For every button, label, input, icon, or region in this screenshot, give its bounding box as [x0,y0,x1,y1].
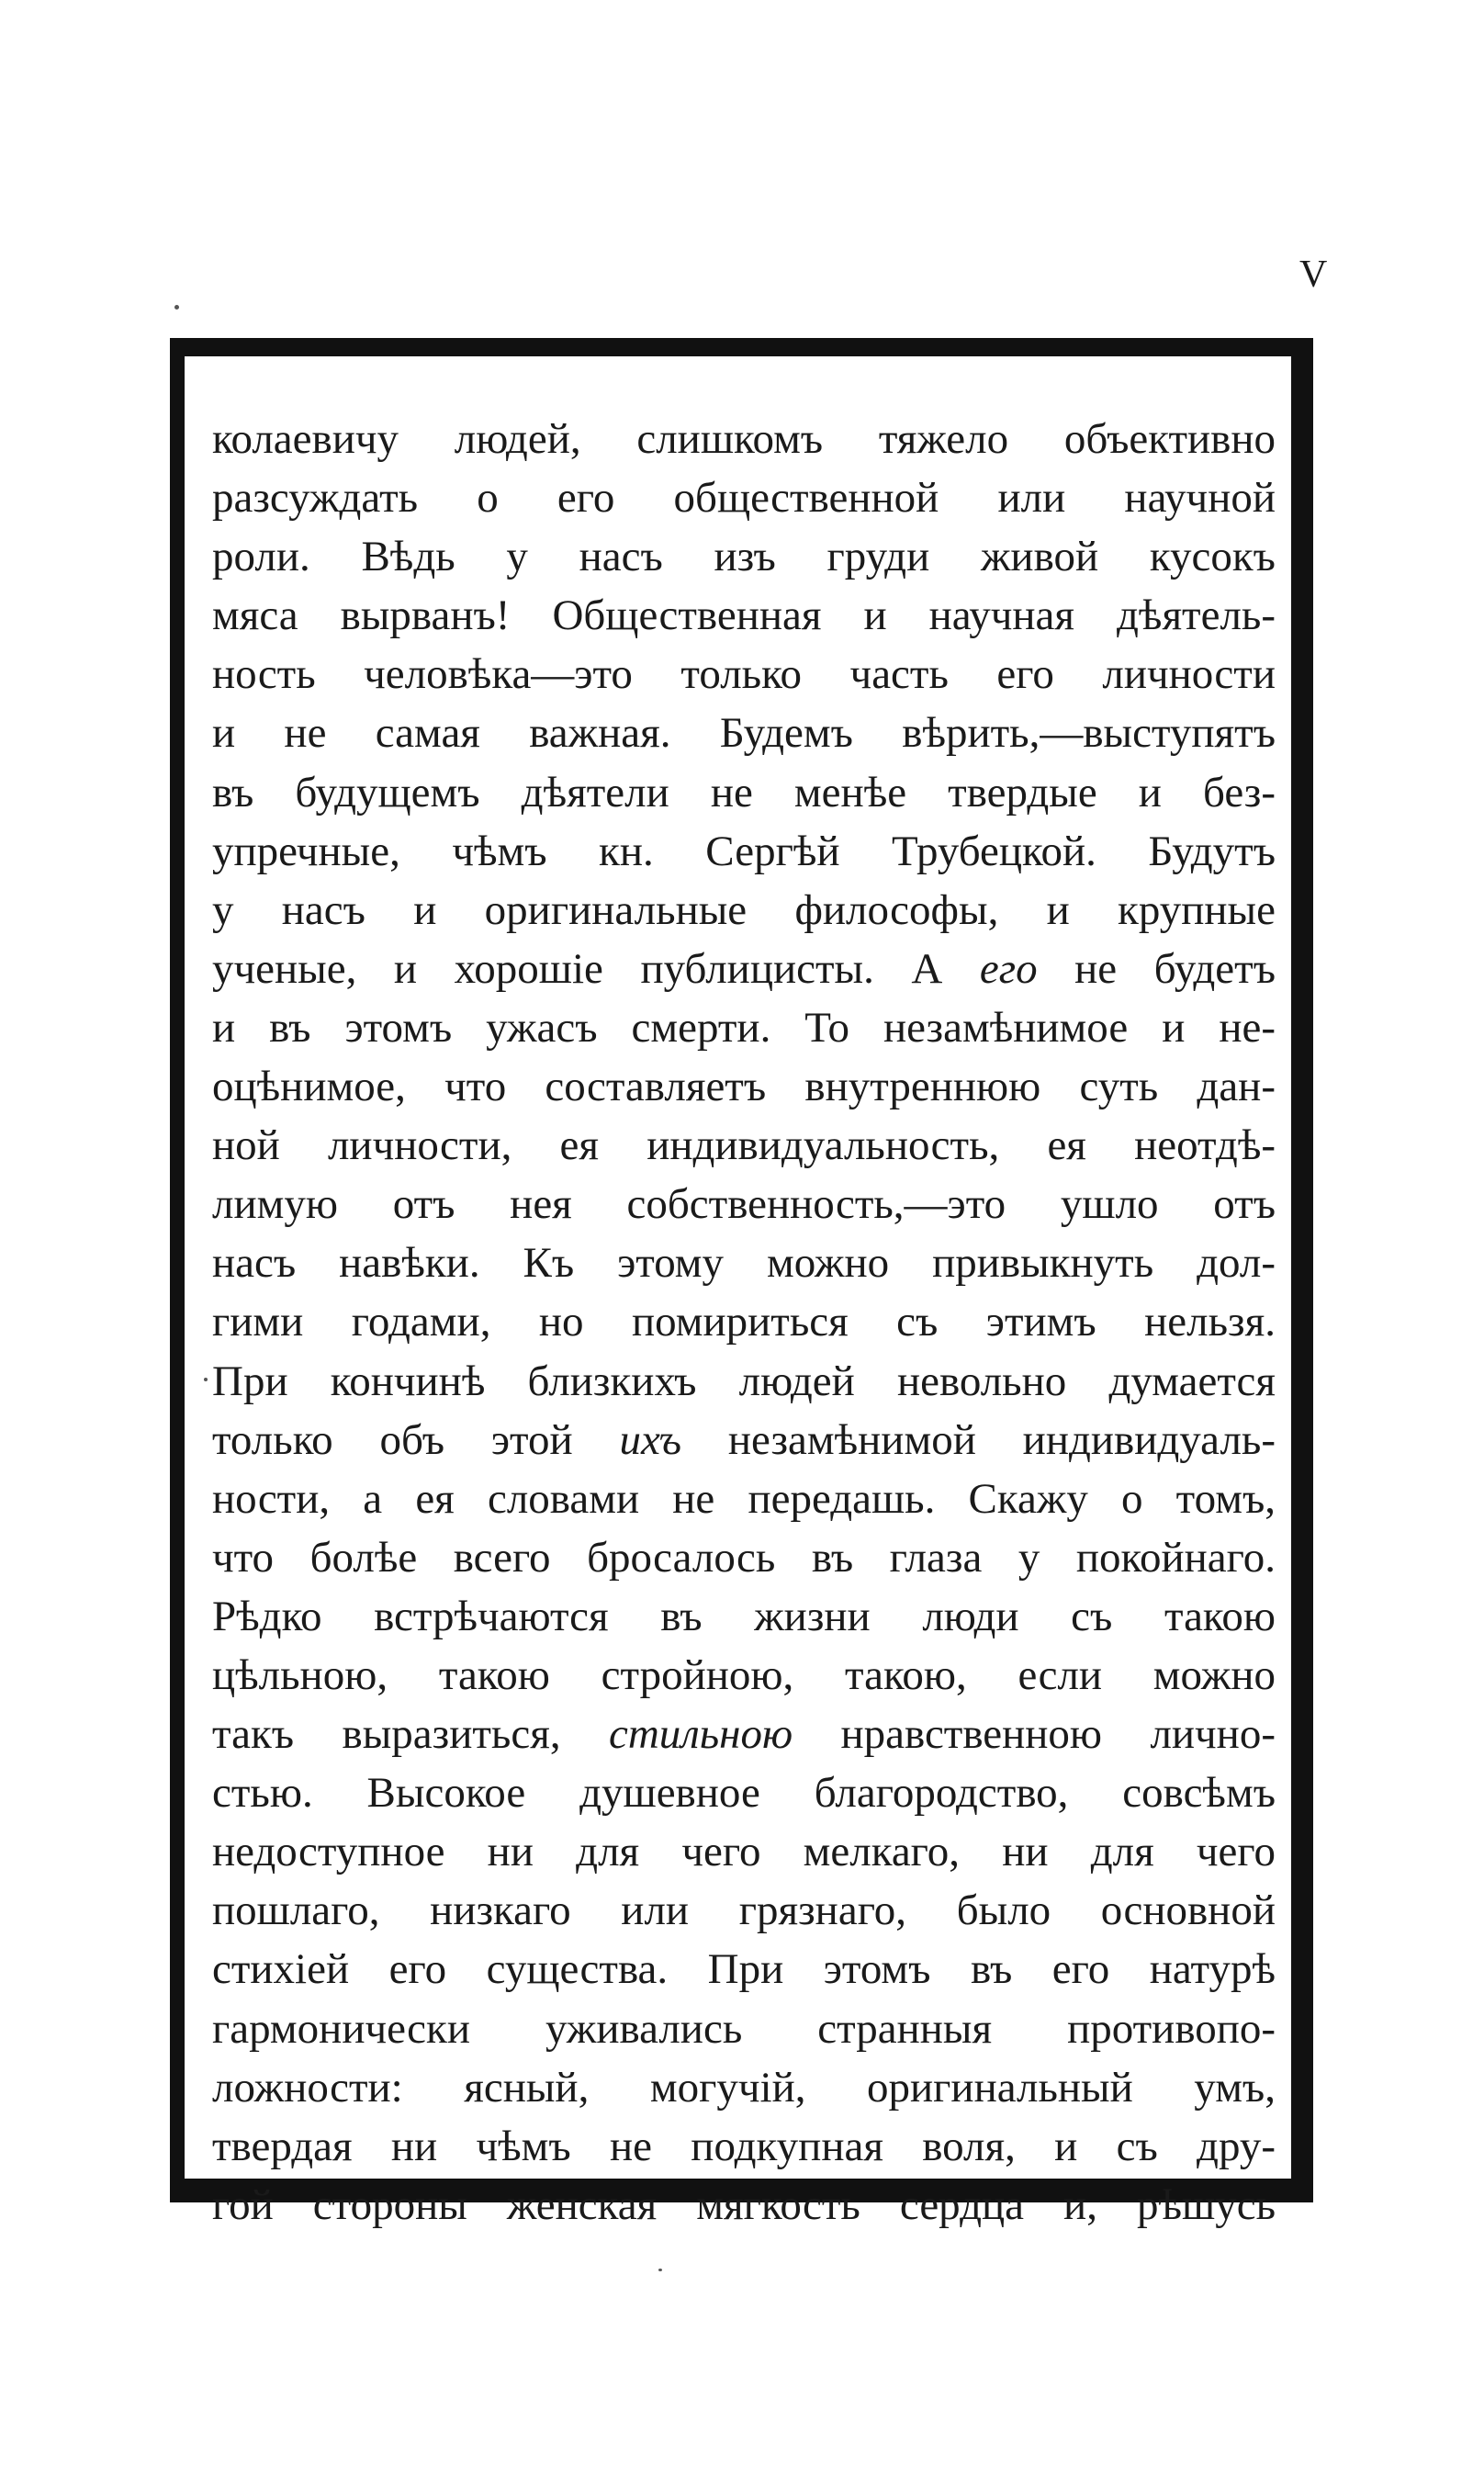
scan-speck [174,305,179,310]
text-line: что болѣе всего бросалось въ глаза у покойнаго. [212,1533,1276,1582]
text-line: ность человѣка—это только часть его личности [212,650,1276,699]
text-line: ной личности, ея индивидуальность, ея неотдѣ- [212,1121,1276,1170]
text-line: При кончинѣ близкихъ людей невольно думается [212,1357,1276,1405]
text-line: недоступное ни для чего мелкаго, ни для чего [212,1828,1276,1876]
text-line: пошлаго, низкаго или грязнаго, было основной [212,1886,1276,1935]
scan-speck [658,2269,662,2271]
text-line: у насъ и оригинальные философы, и крупные [212,885,1276,934]
frame-corner-notch [170,2179,185,2202]
text-line: твердая ни чѣмъ не подкупная воля, и съ дру- [212,2122,1276,2170]
frame-corner-notch [1291,338,1313,356]
text-line: такъ выразиться, стильною нравственною лично- [212,1710,1276,1759]
text-line: колаевичу людей, слишкомъ тяжело объективно [212,415,1276,463]
text-line: стью. Высокое душевное благородство, совсѣмъ [212,1769,1276,1818]
text-line: ложности: ясный, могучій, оригинальный умъ, [212,2063,1276,2112]
text-line: ученые, и хорошіе публицисты. А его не будетъ [212,944,1276,993]
text-line: только объ этой ихъ незамѣнимой индивидуаль- [212,1415,1276,1464]
page-number: V [1299,253,1328,296]
text-line: въ будущемъ дѣятели не менѣе твердые и без- [212,768,1276,817]
text-line: роли. Вѣдь у насъ изъ груди живой кусокъ [212,533,1276,581]
text-line: цѣльною, такою стройною, такою, если можно [212,1650,1276,1699]
text-line: насъ навѣки. Къ этому можно привыкнуть дол- [212,1239,1276,1288]
text-line: упречные, чѣмъ кн. Сергѣй Трубецкой. Будутъ [212,827,1276,875]
text-line: лимую отъ нея собственность,—это ушло отъ [212,1180,1276,1229]
text-line: гой стороны женская мягкость сердца и, рѣшусь [212,2180,1276,2229]
text-line: стихіей его существа. При этомъ въ его натурѣ [212,1945,1276,1994]
text-line: ности, а ея словами не передашь. Скажу о томъ, [212,1474,1276,1523]
text-line: мяса вырванъ! Общественная и научная дѣятель- [212,591,1276,640]
body-text [212,410,1276,2235]
text-line: оцѣнимое, что составляетъ внутреннюю суть дан- [212,1063,1276,1111]
text-line: разсуждать о его общественной или научной [212,474,1276,523]
text-line: гармонически уживались странныя противопо- [212,2004,1276,2053]
text-line: Рѣдко встрѣчаются въ жизни люди съ такою [212,1592,1276,1640]
text-line: и не самая важная. Будемъ вѣрить,—выступятъ [212,709,1276,758]
text-line: гими годами, но помириться съ этимъ нельзя. [212,1298,1276,1346]
text-line: и въ этомъ ужасъ смерти. То незамѣнимое и не- [212,1003,1276,1052]
